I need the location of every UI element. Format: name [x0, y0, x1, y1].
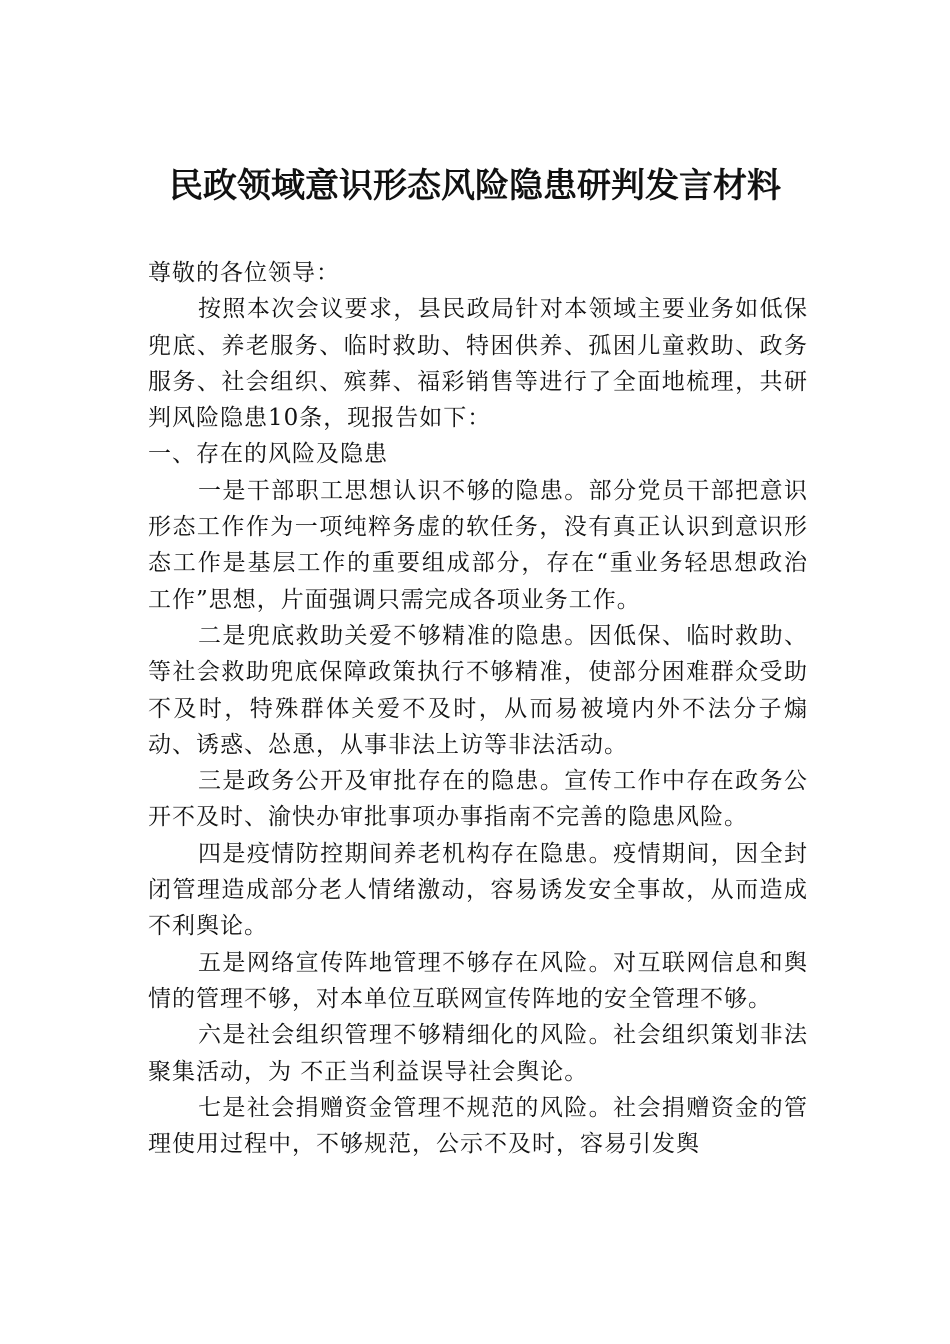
risk-item-1: 一是干部职工思想认识不够的隐患。部分党员干部把意识形态工作作为一项纯粹务虚的软任务，没有真正认识到意识形态工作是基层工作的重要组成部分，存在“重业务轻思想政治工作”思想，片面强调只需完成各项业务工作。	[148, 477, 808, 613]
document-title: 民政领域意识形态风险隐患研判发言材料	[169, 166, 781, 206]
risk-item-6: 六是社会组织管理不够精细化的风险。社会组织策划非法聚集活动，为 不正当利益误导社会舆论。	[148, 1022, 808, 1085]
section-heading: 一、存在的风险及隐患	[148, 441, 388, 468]
risk-item-2: 二是兜底救助关爱不够精准的隐患。因低保、临时救助、等社会救助兜底保障政策执行不够精准，使部分困难群众受助不及时，特殊群体关爱不及时，从而易被境内外不法分子煽动、诱惑、怂恿，从事非法上访等非法活动。	[148, 622, 808, 758]
salutation: 尊敬的各位领导：	[148, 260, 340, 286]
document-body	[148, 255, 808, 1162]
risk-item-4: 四是疫情防控期间养老机构存在隐患。疫情期间，因全封闭管理造成部分老人情绪激动，容易诱发安全事故，从而造成不利舆论。	[148, 840, 808, 940]
risk-item-7: 七是社会捐赠资金管理不规范的风险。社会捐赠资金的管理使用过程中，不够规范，公示不及时，容易引发舆	[148, 1094, 808, 1158]
risk-item-3: 三是政务公开及审批存在的隐患。宣传工作中存在政务公开不及时、渝快办审批事项办事指南不完善的隐患风险。	[148, 768, 808, 831]
intro-paragraph: 按照本次会议要求，县民政局针对本领域主要业务如低保兜底、养老服务、临时救助、特困供养、孤困儿童救助、政务服务、社会组织、殡葬、福彩销售等进行了全面地梳理，共研判风险隐患10条，现报告如下：	[148, 296, 808, 432]
risk-item-5: 五是网络宣传阵地管理不够存在风险。对互联网信息和舆情的管理不够，对本单位互联网宣传阵地的安全管理不够。	[148, 949, 808, 1012]
